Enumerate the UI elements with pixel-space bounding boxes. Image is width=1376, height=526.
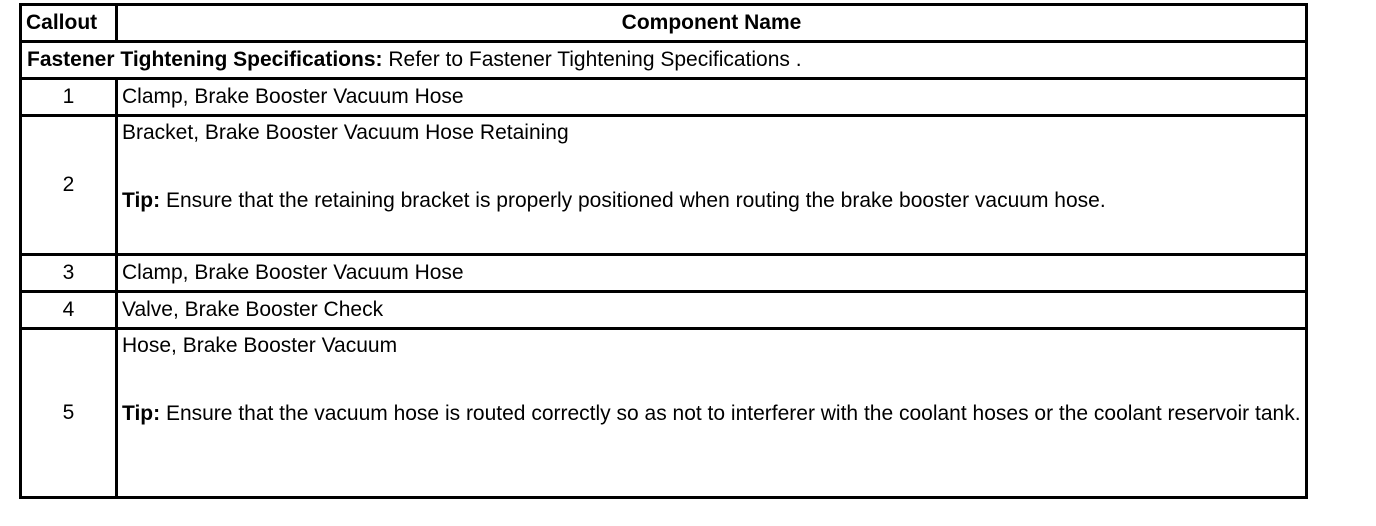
tip-text: Ensure that the vacuum hose is routed correctly so as not to interferer with the coolant hoses or the coolant reservoir tank.: [160, 402, 1301, 425]
fastener-spec-row: [21, 42, 1307, 79]
table-header-row: [21, 5, 1307, 42]
tip-label: Tip:: [122, 189, 161, 212]
callout-column-header: Callout: [21, 5, 117, 42]
callout-number: 2: [21, 116, 117, 255]
callout-number: 4: [21, 292, 117, 329]
table-row: [21, 79, 1307, 116]
component-name: Valve, Brake Booster Check: [117, 292, 1307, 329]
table-row: [21, 255, 1307, 292]
fastener-spec-text: Refer to Fastener Tightening Specifications .: [382, 48, 802, 71]
component-name: Clamp, Brake Booster Vacuum Hose: [117, 255, 1307, 292]
table-row: [21, 292, 1307, 329]
fastener-spec-cell: [21, 42, 1307, 79]
component-name: Clamp, Brake Booster Vacuum Hose: [117, 79, 1307, 116]
tip-text: Ensure that the retaining bracket is properly positioned when routing the brake booster vacuum hose.: [160, 189, 1106, 212]
component-table: [19, 3, 1308, 499]
component-name-column-header: Component Name: [117, 5, 1307, 42]
component-table-container: [19, 3, 1308, 499]
tip-label: Tip:: [122, 402, 161, 425]
component-name: Hose, Brake Booster Vacuum: [122, 334, 398, 357]
callout-number: 1: [21, 79, 117, 116]
callout-number: 3: [21, 255, 117, 292]
component-name-cell: [117, 329, 1307, 498]
component-name: Bracket, Brake Booster Vacuum Hose Retaining: [122, 121, 569, 144]
callout-number: 5: [21, 329, 117, 498]
tip-note: [122, 401, 1301, 427]
tip-note: [122, 188, 1301, 214]
fastener-spec-label: Fastener Tightening Specifications:: [27, 48, 383, 71]
table-row: [21, 329, 1307, 498]
table-row: [21, 116, 1307, 255]
component-name-cell: [117, 116, 1307, 255]
